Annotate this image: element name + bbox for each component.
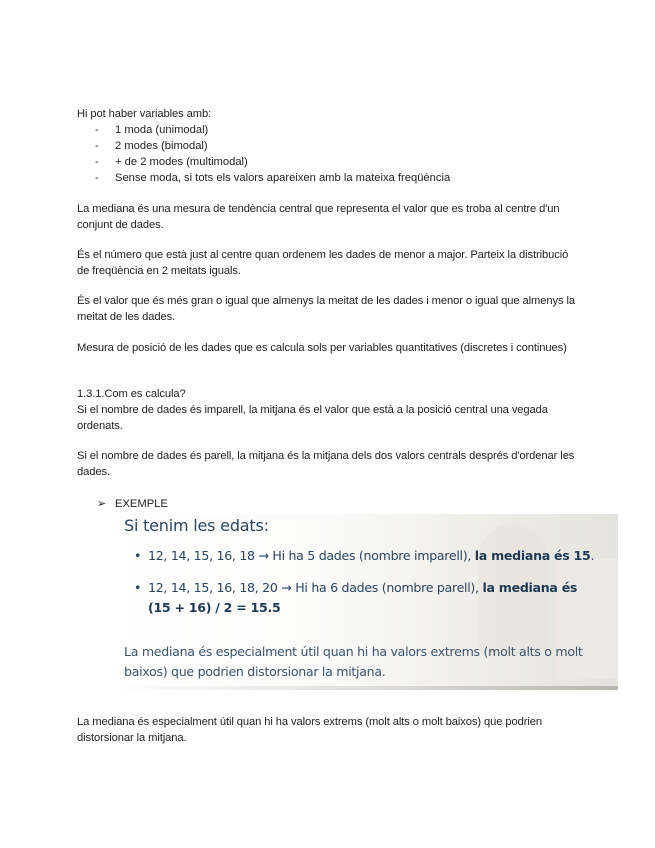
example-label: EXEMPLE [115, 498, 168, 510]
bullet-dot-icon: • [134, 548, 142, 563]
list-item-text: 2 modes (bimodal) [115, 140, 208, 152]
paragraph-median-definition: La mediana és una mesura de tendència central que representa el valor que es troba al centre d'un conjunt de dades. [77, 203, 560, 231]
list-item-text: Sense moda, si tots els valors apareixen amb la mateixa freqüència [115, 172, 451, 184]
bullet-end: . [590, 548, 595, 563]
paragraph-even-count: Si el nombre de dades és parell, la mitjana és la mitjana dels dos valors centrals després d'ordenar les dades. [77, 450, 575, 478]
bullet-formula: (15 + 16) / 2 = 15.5 [148, 600, 281, 615]
section-heading: 1.3.1.Com es calcula? [77, 388, 186, 400]
paragraph-closing: La mediana és especialment útil quan hi ha valors extrems (molt alts o molt baixos) que podrien distorsionar la mitjana. [77, 716, 542, 744]
bullet-text: 12, 14, 15, 16, 18, 20 → Hi ha 6 dades (nombre parell), [148, 580, 483, 595]
paragraph-position-measure: Mesura de posició de les dades que es calcula sols per variables quantitatives (discretes i continues) [77, 342, 567, 354]
list-marker: - [95, 172, 99, 184]
example-title: Si tenim les edats: [124, 516, 269, 535]
bullet-dot-icon: • [134, 580, 142, 595]
bullet-emphasis: la mediana és 15 [474, 548, 591, 563]
image-bottom-strip [116, 686, 618, 690]
paragraph-median-value: És el valor que és més gran o igual que almenys la meitat de les dades i menor o igual que almenys la meitat de les dades. [77, 295, 575, 323]
paragraph-odd-count: Si el nombre de dades és imparell, la mitjana és el valor que està a la posició central una vegada ordenats. [77, 404, 548, 432]
list-item-text: 1 moda (unimodal) [115, 124, 209, 136]
list-marker: - [95, 156, 99, 168]
list-item-text: + de 2 modes (multimodal) [115, 156, 248, 168]
intro-text: Hi pot haber variables amb: [77, 108, 212, 120]
list-marker: - [95, 140, 99, 152]
list-marker: - [95, 124, 99, 136]
example-heading [97, 496, 168, 512]
example-note: La mediana és especialment útil quan hi ha valors extrems (molt alts o molt baixos) que podrien distorsionar la mitjana. [124, 644, 583, 679]
example-image [116, 514, 618, 690]
arrow-bullet-icon: ➢ [97, 498, 107, 510]
bullet-emphasis: la mediana és [482, 580, 578, 595]
bullet-text: 12, 14, 15, 16, 18 → Hi ha 5 dades (nombre imparell), [148, 548, 475, 563]
paragraph-median-center: És el número que està just al centre quan ordenem les dades de menor a major. Parteix la distribució de freqüència en 2 meitats iguals. [77, 249, 569, 277]
